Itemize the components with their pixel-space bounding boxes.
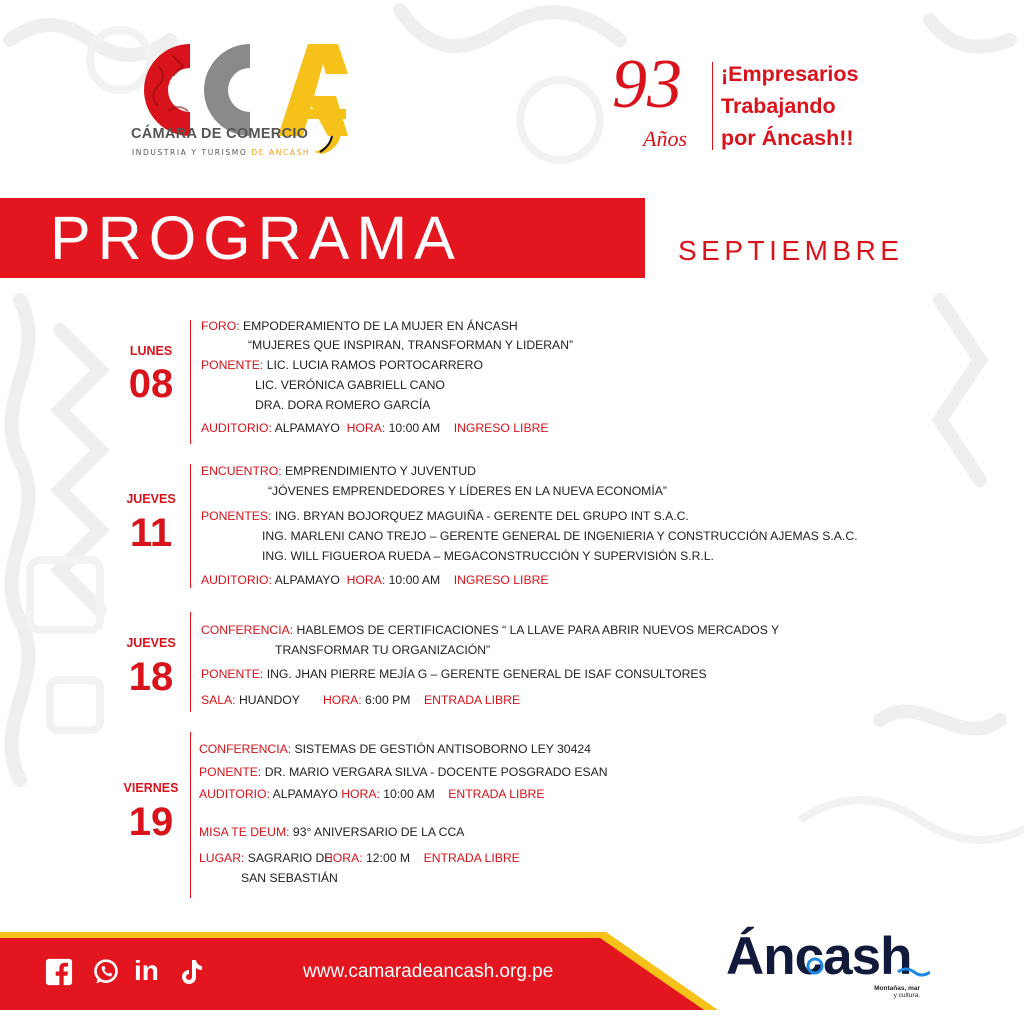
event-day-number: 11 xyxy=(129,511,173,555)
event-speaker: PONENTE: ING. JHAN PIERRE MEJÍA G – GERENTE GENERAL DE ISAF CONSULTORES xyxy=(201,667,707,681)
event-day-number: 18 xyxy=(128,655,174,699)
slogan: ¡Empresarios Trabajando por Áncash!! xyxy=(721,62,859,150)
event-separator xyxy=(190,320,191,444)
event-venue: SALA: HUANDOY xyxy=(201,693,300,707)
event-speaker: ING. MARLENI CANO TREJO – GERENTE GENERAL DE INGENIERIA Y CONSTRUCCIÓN AJEMAS S.A.C. xyxy=(262,529,858,543)
event-speaker: ING. WILL FIGUEROA RUEDA – MEGACONSTRUCCIÓN Y SUPERVISIÓN S.R.L. xyxy=(262,549,714,563)
ancash-tagline: Montañas, mar y cultura. xyxy=(874,985,920,999)
tiktok-icon[interactable] xyxy=(178,958,206,986)
event-type: CONFERENCIA: HABLEMOS DE CERTIFICACIONES “ LA LLAVE PARA ABRIR NUEVOS MERCADOS Y xyxy=(201,623,780,637)
whatsapp-icon[interactable] xyxy=(90,958,122,986)
ancash-brand: Áncash xyxy=(726,927,912,986)
event-day-number: 08 xyxy=(128,362,174,406)
event-type: FORO: EMPODERAMIENTO DE LA MUJER EN ÁNCASH xyxy=(201,319,518,333)
event-venue: AUDITORIO: ALPAMAYO HORA: 10:00 AM ENTRADA LIBRE xyxy=(199,787,545,801)
event-time: HORA: 6:00 PM ENTRADA LIBRE xyxy=(323,693,521,707)
facebook-icon[interactable] xyxy=(44,958,74,986)
event-extra-place-line2: SAN SEBASTIÁN xyxy=(241,871,338,885)
logo-subtitle: INDUSTRIA Y TURISMO DE ANCASH xyxy=(132,148,311,157)
event-day-name: LUNES xyxy=(129,344,173,358)
event-speaker: PONENTE: LIC. LUCIA RAMOS PORTOCARRERO xyxy=(201,358,483,372)
event-extra: MISA TE DEUM: 93° ANIVERSARIO DE LA CCA xyxy=(199,825,465,839)
event-venue: AUDITORIO: ALPAMAYO HORA: 10:00 AM INGRESO LIBRE xyxy=(201,573,549,587)
anniversary-word: Años xyxy=(643,126,687,151)
event-separator xyxy=(190,464,191,588)
event-speaker: LIC. VERÓNICA GABRIELL CANO xyxy=(255,378,445,392)
event-extra-place: LUGAR: SAGRARIO DE xyxy=(199,851,333,865)
wave-icon xyxy=(800,950,930,980)
event-separator xyxy=(190,612,191,712)
event-day-name: VIERNES xyxy=(123,781,179,795)
slogan-divider xyxy=(712,62,713,150)
logo-title: CÁMARA DE COMERCIO xyxy=(131,126,309,142)
linkedin-icon[interactable]: in xyxy=(134,955,159,986)
month-label: SEPTIEMBRE xyxy=(678,235,904,266)
website-link[interactable]: www.camaradeancash.org.pe xyxy=(303,961,554,982)
event-separator xyxy=(190,732,191,898)
event-type: CONFERENCIA: SISTEMAS DE GESTIÓN ANTISOBORNO LEY 30424 xyxy=(199,742,591,756)
event-subtitle: “MUJERES QUE INSPIRAN, TRANSFORMAN Y LIDERAN” xyxy=(248,338,574,352)
banner-title: PROGRAMA xyxy=(50,204,462,272)
flame-emblem xyxy=(310,112,344,156)
event-day-name: JUEVES xyxy=(126,492,176,506)
event-type: ENCUENTRO: EMPRENDIMIENTO Y JUVENTUD xyxy=(201,464,476,478)
event-speaker: DRA. DORA ROMERO GARCÍA xyxy=(255,398,431,412)
event-subtitle: TRANSFORMAR TU ORGANIZACIÓN” xyxy=(275,643,491,657)
event-extra-time: HORA: 12:00 M ENTRADA LIBRE xyxy=(324,851,520,865)
anniversary-number: 93 xyxy=(612,46,682,123)
event-day-name: JUEVES xyxy=(126,636,176,650)
event-venue: AUDITORIO: ALPAMAYO HORA: 10:00 AM INGRESO LIBRE xyxy=(201,421,549,435)
event-subtitle: “JÓVENES EMPRENDEDORES Y LÍDERES EN LA NUEVA ECONOMÍA” xyxy=(268,484,667,498)
event-speaker: PONENTES: ING. BRYAN BOJORQUEZ MAGUIÑA - GERENTE DEL GRUPO INT S.A.C. xyxy=(201,509,689,523)
event-day-number: 19 xyxy=(128,800,174,844)
event-speaker: PONENTE: DR. MARIO VERGARA SILVA - DOCENTE POSGRADO ESAN xyxy=(199,765,608,779)
